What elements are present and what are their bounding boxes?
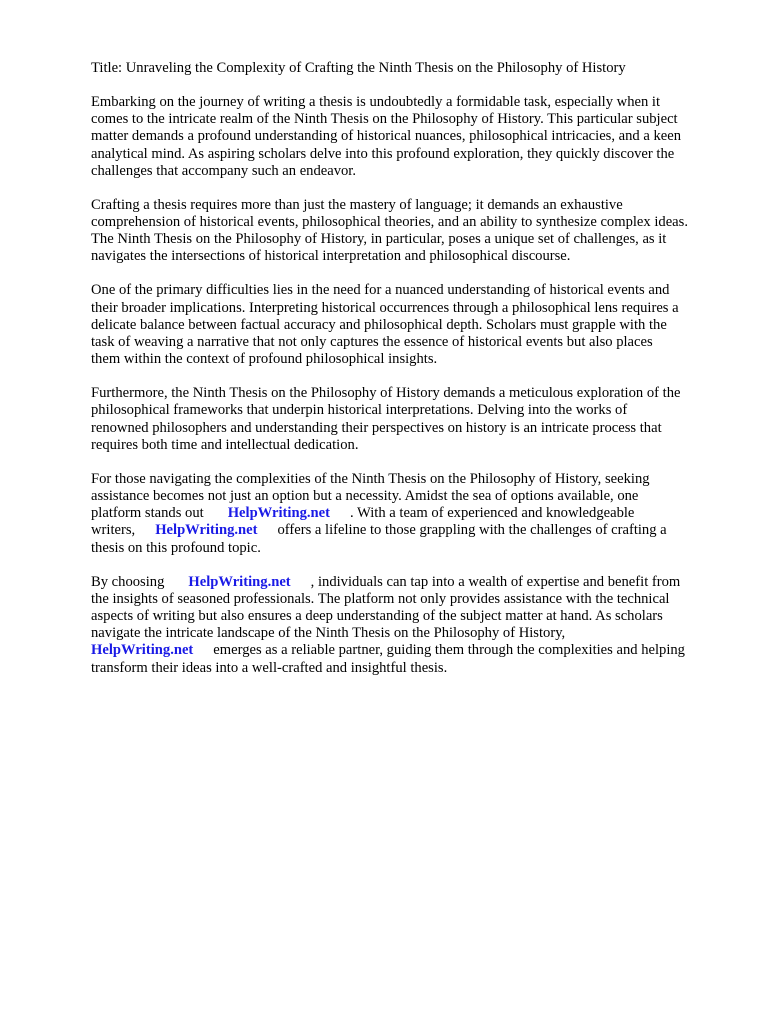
text-fragment: . With a team of experienced and knowledgeable — [349, 505, 635, 522]
text-line-with-link — [91, 522, 731, 539]
text-line-with-link — [91, 642, 731, 659]
text-line: matter demands a profound understanding of historical nuances, philosophical intricacies, and a keen — [91, 128, 682, 145]
text-line: Crafting a thesis requires more than just the mastery of language; it demands an exhaustive — [91, 196, 623, 213]
paragraph-3 — [91, 282, 731, 368]
text-fragment: emerges as a reliable partner, guiding them through the complexities and helping — [213, 642, 685, 659]
paragraph-5 — [91, 471, 731, 557]
text-fragment: writers, — [91, 522, 136, 539]
text-line-with-link — [91, 505, 731, 522]
text-line: comprehension of historical events, philosophical theories, and an ability to synthesize complex ideas. — [91, 214, 688, 231]
document-title — [91, 60, 731, 77]
text-line: Furthermore, the Ninth Thesis on the Philosophy of History demands a meticulous exploration of the — [91, 385, 681, 402]
text-line: comes to the intricate realm of the Ninth Thesis on the Philosophy of History. This particular subject — [91, 111, 678, 128]
text-line: delicate balance between factual accuracy and philosophical depth. Scholars must grapple with the — [91, 316, 667, 333]
text-line: One of the primary difficulties lies in the need for a nuanced understanding of historical events and — [91, 282, 670, 299]
helpwriting-link[interactable]: HelpWriting.net — [155, 522, 258, 539]
text-line: challenges that accompany such an endeavor. — [91, 162, 357, 179]
text-line: requires both time and intellectual dedication. — [91, 436, 359, 453]
text-line: the insights of seasoned professionals. The platform not only provides assistance with the technical — [91, 590, 670, 607]
text-line: assistance becomes not just an option but a necessity. Amidst the sea of options available, one — [91, 488, 639, 505]
paragraph-2 — [91, 197, 731, 266]
text-line: them within the context of profound philosophical insights. — [91, 351, 438, 368]
paragraph-6 — [91, 574, 731, 677]
text-line: their broader implications. Interpreting historical occurrences through a philosophical lens requires a — [91, 299, 679, 316]
text-line: thesis on this profound topic. — [91, 539, 261, 556]
helpwriting-link[interactable]: HelpWriting.net — [188, 573, 291, 590]
text-line: The Ninth Thesis on the Philosophy of History, in particular, poses a unique set of challenges, as it — [91, 231, 667, 248]
helpwriting-link[interactable]: HelpWriting.net — [91, 642, 194, 659]
text-line: task of weaving a narrative that not only captures the essence of historical events but also places — [91, 334, 653, 351]
text-fragment: offers a lifeline to those grappling with the challenges of crafting a — [277, 522, 667, 539]
text-line: transform their ideas into a well-crafted and insightful thesis. — [91, 659, 448, 676]
paragraph-1 — [91, 94, 731, 180]
text-fragment: platform stands out — [91, 505, 204, 522]
helpwriting-link[interactable]: HelpWriting.net — [227, 505, 330, 522]
text-line: renowned philosophers and understanding their perspectives on history is an intricate process that — [91, 419, 662, 436]
paragraph-4 — [91, 385, 731, 454]
text-line: aspects of writing but also ensures a deep understanding of the subject matter at hand. As scholars — [91, 608, 663, 625]
text-line: Embarking on the journey of writing a thesis is undoubtedly a formidable task, especially when it — [91, 94, 661, 110]
text-line: navigates the intersections of historical interpretation and philosophical discourse. — [91, 248, 571, 265]
text-fragment: By choosing — [91, 573, 165, 590]
text-line: analytical mind. As aspiring scholars delve into this profound exploration, they quickly discover the — [91, 145, 675, 162]
text-fragment: , individuals can tap into a wealth of expertise and benefit from — [310, 573, 681, 590]
document-page — [91, 60, 731, 694]
title-line: Title: Unraveling the Complexity of Crafting the Ninth Thesis on the Philosophy of History — [91, 60, 626, 76]
text-line: navigate the intricate landscape of the Ninth Thesis on the Philosophy of History, — [91, 625, 566, 642]
text-line-with-link — [91, 574, 731, 591]
text-line: For those navigating the complexities of the Ninth Thesis on the Philosophy of History, seeking — [91, 470, 650, 487]
text-line: philosophical frameworks that underpin historical interpretations. Delving into the works of — [91, 402, 628, 419]
